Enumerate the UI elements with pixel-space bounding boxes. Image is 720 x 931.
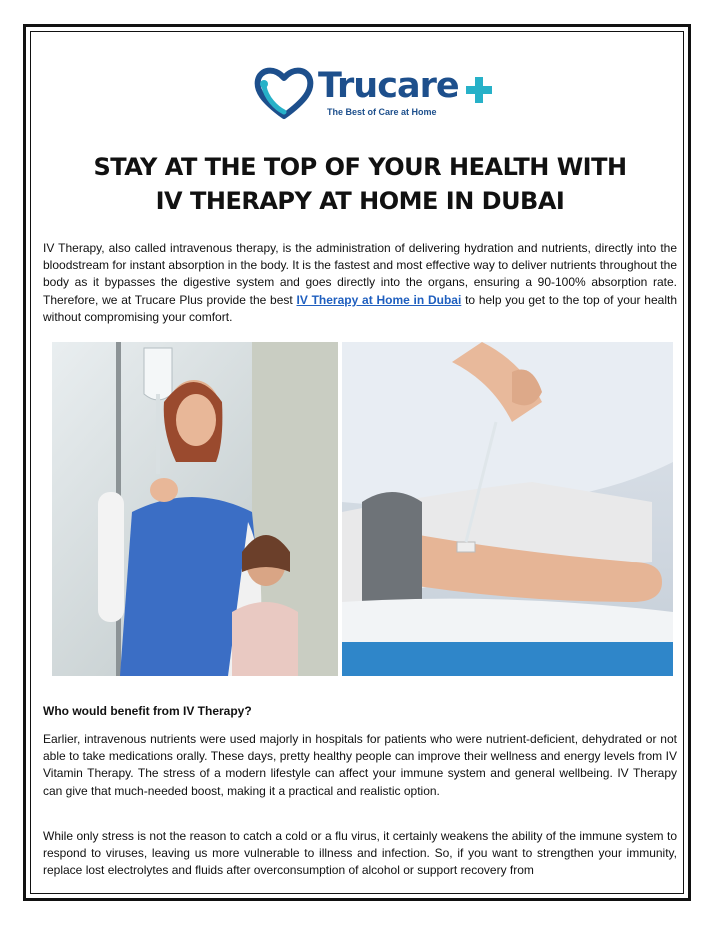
trucare-logo[interactable]	[252, 64, 497, 124]
heart-stethoscope-icon	[252, 64, 316, 122]
benefits-paragraph-2: While only stress is not the reason to catch a cold or a flu virus, it certainly weakens the ability of the immune system to respond to viruses, leaving us more vulnerable to illness and infection. So, if you want to strengthen your immunity, replace lost electrolytes and fluids after overconsumption of alcohol or support recovery from	[43, 829, 677, 878]
nurse-iv-photo	[52, 342, 338, 676]
title-line-1: STAY AT THE TOP OF YOUR HEALTH WITH	[93, 153, 627, 181]
benefits-heading: Who would benefit from IV Therapy?	[43, 704, 252, 718]
plus-cross-icon	[466, 77, 492, 103]
nurse-iv-illustration	[52, 342, 338, 676]
patient-iv-illustration	[342, 342, 673, 676]
logo-tagline: The Best of Care at Home	[327, 107, 437, 117]
iv-therapy-link[interactable]: IV Therapy at Home in Dubai	[296, 292, 462, 307]
page-title	[40, 150, 680, 218]
intro-text-end: to help you get to the top of your health without compromising your comfort.	[43, 292, 678, 324]
benefits-paragraph-1: Earlier, intravenous nutrients were used majorly in hospitals for patients who were nutrient-deficient, dehydrated or not able to take medications orally. These days, pretty healthy people can improve their wellness and energy levels from IV Vitamin Therapy. The stress of a modern lifestyle can affect your immune system and general wellbeing. IV Therapy can give that much-needed boost, making it a practical and realistic option.	[43, 732, 677, 798]
intro-text-start: IV Therapy, also called intravenous therapy, is the administration of delivering hydration and nutrients, directly into the bloodstream for instant absorption in the body. It is the fastest and most effective way to deliver nutrients throughout the body as it bypasses the digestive system and goes directly into the organs, ensuring a 90-100% absorption rate. Therefore, we at Trucare Plus provide the best	[43, 241, 677, 307]
intro-paragraph	[43, 240, 677, 326]
title-line-2: IV THERAPY AT HOME IN DUBAI	[155, 187, 565, 215]
patient-iv-photo	[342, 342, 673, 676]
logo-brand-name: Trucare	[318, 66, 459, 106]
